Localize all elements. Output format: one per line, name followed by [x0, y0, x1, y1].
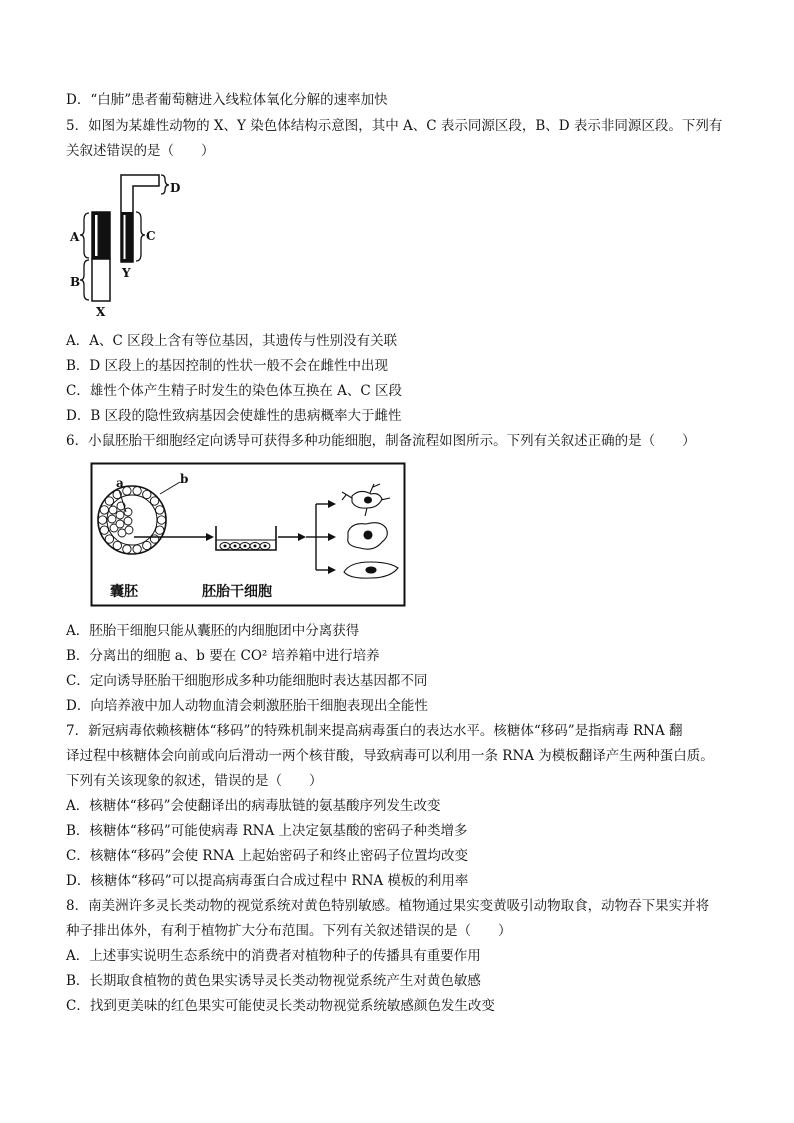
- trophoblast-cell: [123, 545, 131, 553]
- y-chromosome-region-c: [121, 212, 133, 262]
- label-x: X: [96, 305, 106, 319]
- q6-stem: 6．小鼠胚胎干细胞经定向诱导可获得多种功能细胞，制备流程如图所示。下列有关叙述正确的是（ ）: [66, 433, 696, 449]
- label-b: b: [180, 472, 189, 486]
- q8-option-b: B．长期取食植物的黄色果实诱导灵长类动物视觉系统产生对黄色敏感: [66, 973, 481, 989]
- trophoblast-cell: [143, 490, 151, 498]
- brace-c: [136, 212, 145, 261]
- q6-option-b: B．分离出的细胞 a、b 要在 CO² 培养箱中进行培养: [66, 648, 380, 664]
- q5-option-c: C．雄性个体产生精子时发生的染色体互换在 A、C 区段: [66, 383, 402, 399]
- caption-blastocyst: 囊胚: [110, 584, 138, 600]
- stem-cell-figure: [90, 462, 408, 608]
- q8-option-a: A．上述事实说明生态系统中的消费者对植物种子的传播具有重要作用: [66, 948, 481, 964]
- x-chromosome-region-b: [92, 259, 110, 301]
- trophoblast-cell: [100, 506, 108, 514]
- q7-option-a: A．核糖体“移码”会使翻译出的病毒肽链的氨基酸序列发生改变: [66, 798, 441, 814]
- y-chromosome-region-d: [121, 175, 159, 212]
- q5-option-a: A．A、C 区段上含有等位基因，其遗传与性别没有关联: [66, 333, 398, 349]
- x-chromosome-region-a: [92, 212, 110, 259]
- trophoblast-cell: [105, 497, 113, 505]
- xy-chromosome-figure: [62, 170, 192, 320]
- q4-option-d: D．“白肺”患者葡萄糖进入线粒体氧化分解的速率加快: [66, 92, 388, 108]
- trophoblast-cell: [105, 535, 113, 543]
- q8-option-c: C．找到更美味的红色果实可能使灵长类动物视觉系统敏感颜色发生改变: [66, 998, 495, 1014]
- trophoblast-cell: [123, 487, 131, 495]
- label-b: B: [70, 275, 81, 289]
- trophoblast-cell: [133, 487, 141, 495]
- q5-option-d: D．B 区段的隐性致病基因会使雄性的患病概率大于雌性: [66, 408, 402, 424]
- caption-stem-cell: 胚胎干细胞: [202, 584, 272, 600]
- q7-stem-line2: 译过程中核糖体会向前或向后滑动一两个核苷酸，导致病毒可以利用一条 RNA 为模板翻译产生两种蛋白质。: [66, 748, 714, 764]
- q5-stem-line2: 关叙述错误的是（ ）: [66, 143, 215, 159]
- label-a: A: [70, 230, 80, 244]
- trophoblast-cell: [143, 541, 151, 549]
- trophoblast-cell: [150, 497, 158, 505]
- label-c: C: [146, 229, 156, 243]
- trophoblast-cell: [157, 516, 165, 524]
- q5-stem-line1: 5．如图为某雄性动物的 X、Y 染色体结构示意图，其中 A、C 表示同源区段，B、D 表示非同源区段。下列有: [66, 118, 723, 134]
- q7-stem-line3: 下列有关该现象的叙述，错误的是（ ）: [66, 773, 323, 789]
- brace-b: [80, 260, 89, 300]
- q7-option-d: D．核糖体“移码”可以提高病毒蛋白合成过程中 RNA 模板的利用率: [66, 873, 469, 889]
- trophoblast-cell: [133, 545, 141, 553]
- brace-a: [80, 213, 89, 258]
- trophoblast-cell: [156, 526, 164, 534]
- trophoblast-cell: [150, 535, 158, 543]
- q6-option-c: C．定向诱导胚胎干细胞形成多种功能细胞时表达基因都不同: [66, 673, 428, 689]
- q6-option-d: D．向培养液中加人动物血清会刺激胚胎干细胞表现出全能性: [66, 698, 428, 714]
- label-a: a: [116, 476, 124, 490]
- q7-option-c: C．核糖体“移码”会使 RNA 上起始密码子和终止密码子位置均改变: [66, 848, 468, 864]
- trophoblast-cell: [98, 516, 106, 524]
- brace-d: [161, 175, 169, 194]
- q5-option-b: B．D 区段上的基因控制的性状一般不会在雌性中出现: [66, 358, 389, 374]
- trophoblast-cell: [156, 506, 164, 514]
- q8-stem-line1: 8．南美洲许多灵长类动物的视觉系统对黄色特别敏感。植物通过果实变黄吸引动物取食，动物吞下果实并将: [66, 898, 710, 914]
- q8-stem-line2: 种子排出体外，有利于植物扩大分布范围。下列有关叙述错误的是（ ）: [66, 923, 512, 939]
- label-d: D: [170, 181, 181, 195]
- q6-option-a: A．胚胎干细胞只能从囊胚的内细胞团中分离获得: [66, 623, 360, 639]
- q7-stem-line1: 7．新冠病毒依赖核糖体“移码”的特殊机制来提高病毒蛋白的表达水平。核糖体“移码”是指病毒 RNA 翻: [66, 723, 683, 739]
- q7-option-b: B．核糖体“移码”可能使病毒 RNA 上决定氨基酸的密码子种类增多: [66, 823, 468, 839]
- trophoblast-cell: [100, 526, 108, 534]
- blastocyst: [98, 486, 166, 554]
- trophoblast-cell: [113, 541, 121, 549]
- label-y: Y: [122, 266, 131, 280]
